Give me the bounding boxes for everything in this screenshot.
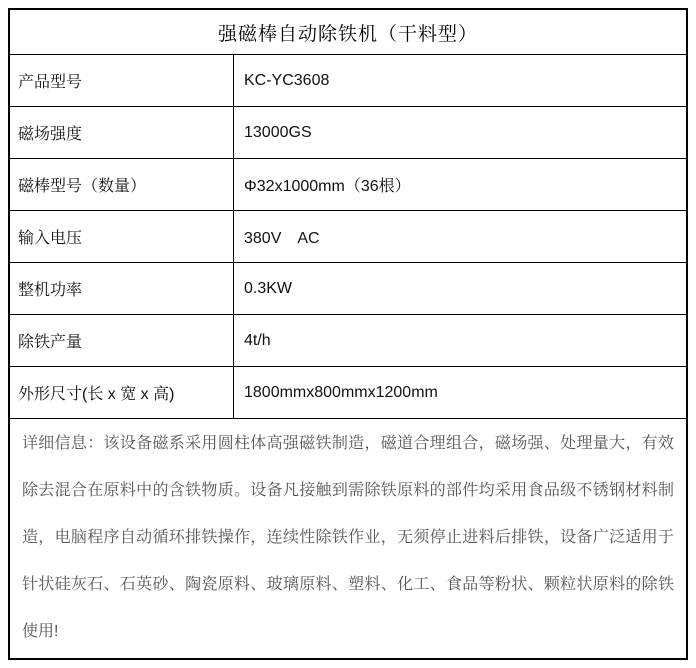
spec-row-magnetic-strength bbox=[10, 107, 686, 159]
spec-value: 0.3KW bbox=[244, 279, 293, 297]
spec-value: 380V AC bbox=[244, 230, 320, 247]
spec-label: 外形尺寸(长 x 宽 x 高) bbox=[10, 367, 234, 418]
spec-row-input-voltage bbox=[10, 211, 686, 263]
spec-row-total-power bbox=[10, 263, 686, 315]
spec-row-capacity bbox=[10, 315, 686, 367]
spec-label: 整机功率 bbox=[10, 263, 234, 314]
spec-value: 1800mmx800mmx1200mm bbox=[244, 383, 438, 401]
table-title: 强磁棒自动除铁机（干料型） bbox=[10, 10, 686, 55]
detail-description: 详细信息：该设备磁系采用圆柱体高强磁铁制造，磁道合理组合，磁场强、处理量大，有效除去混合在原料中的含铁物质。设备凡接触到需除铁原料的部件均采用食品级不锈钢材料制造，电脑程序自动循环排铁操作，连续性除铁作业，无须停止进料后排铁，设备广泛适用于针状硅灰石、石英砂、陶瓷原料、玻璃原料、塑料、化工、食品等粉状、颗粒状原料的除铁使用! bbox=[22, 435, 674, 640]
spec-value: Φ32x1000mm（36根） bbox=[244, 178, 411, 195]
product-spec-table bbox=[8, 8, 688, 660]
spec-label: 除铁产量 bbox=[10, 315, 234, 366]
spec-row-product-model bbox=[10, 55, 686, 107]
spec-value: 13000GS bbox=[244, 123, 312, 141]
spec-row-bar-model bbox=[10, 159, 686, 211]
spec-label: 输入电压 bbox=[10, 211, 234, 262]
spec-value: 4t/h bbox=[244, 331, 271, 349]
spec-label: 产品型号 bbox=[10, 55, 234, 106]
spec-label: 磁棒型号（数量） bbox=[10, 159, 234, 210]
spec-row-dimensions bbox=[10, 367, 686, 419]
spec-value: KC-YC3608 bbox=[244, 71, 330, 89]
spec-label: 磁场强度 bbox=[10, 107, 234, 158]
